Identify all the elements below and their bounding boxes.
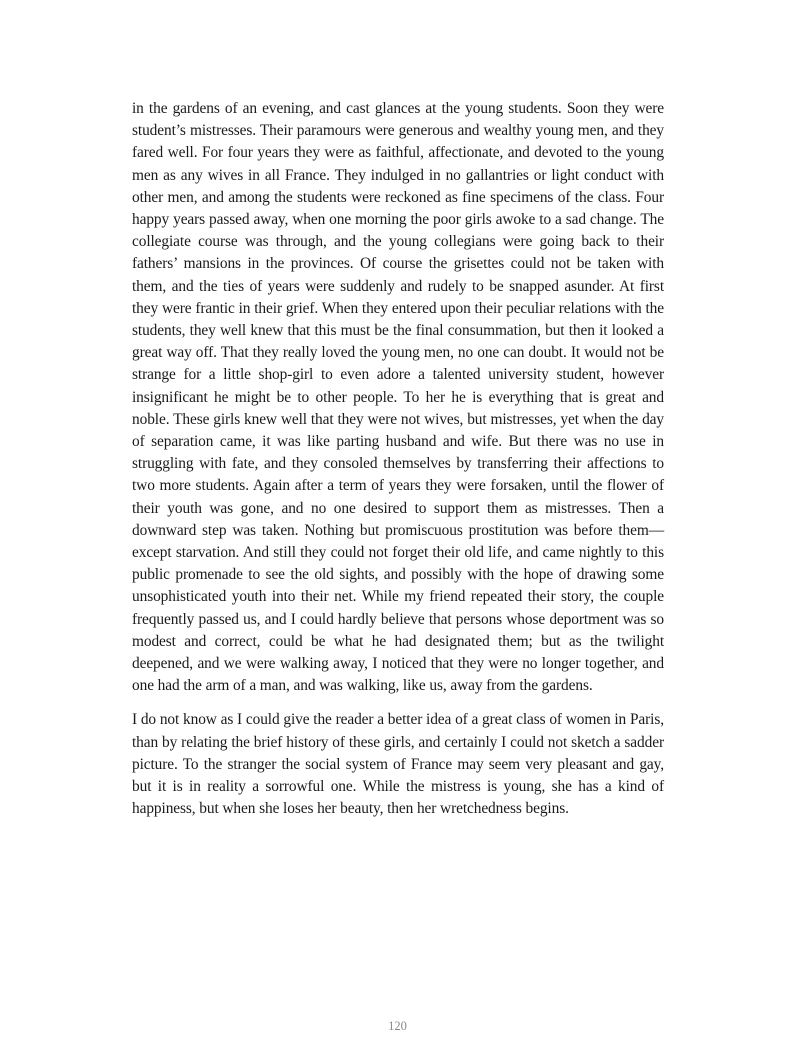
body-paragraph-1: in the gardens of an evening, and cast glances at the young students. Soon they were student’s mistresses. Their paramours were generous and wealthy young men, and they fared well. For four years they were as faithful, affectionate, and devoted to the young men as any wives in all France. They indulged in no gallantries or light conduct with other men, and among the students were reckoned as fine specimens of the class. Four happy years passed away, when one morning the poor girls awoke to a sad change. The collegiate course was through, and the young collegians were going back to their fathers’ mansions in the provinces. Of course the grisettes could not be taken with them, and the ties of years were suddenly and rudely to be snapped asunder. At first they were frantic in their grief. When they entered upon their peculiar relations with the students, they well knew that this must be the final consummation, but then it looked a great way off. That they really loved the young men, no one can doubt. It would not be strange for a little shop-girl to even adore a talented university student, however insignificant he might be to other people. To her he is everything that is great and noble. These girls knew well that they were not wives, but mistresses, yet when the day of separation came, it was like parting husband and wife. But there was no use in struggling with fate, and they consoled themselves by transferring their affections to two more students. Again after a term of years they were forsaken, until the flower of their youth was gone, and no one desired to support them as mistresses. Then a downward step was taken. Nothing but promiscuous prostitution was before them—except starvation. And still they could not forget their old life, and came nightly to this public promenade to see the old sights, and possibly with the hope of drawing some unsophisticated youth into their net. While my friend repeated their story, the couple frequently passed us, and I could hardly believe that persons whose deportment was so modest and correct, could be what he had designated them; but as the twilight deepened, and we were walking away, I noticed that they were no longer together, and one had the arm of a man, and was walking, like us, away from the gardens. (132, 100, 664, 695)
body-paragraph-2: I do not know as I could give the reader a better idea of a great class of women in Paris, than by relating the brief history of these girls, and certainly I could not sketch a sadder picture. To the stranger the social system of France may seem very pleasant and gay, but it is in reality a sorrowful one. While the mistress is young, she has a kind of happiness, but when she loses her beauty, then her wretchedness begins. (132, 711, 664, 818)
page-body (132, 98, 664, 821)
page-number: 120 (388, 1019, 407, 1033)
